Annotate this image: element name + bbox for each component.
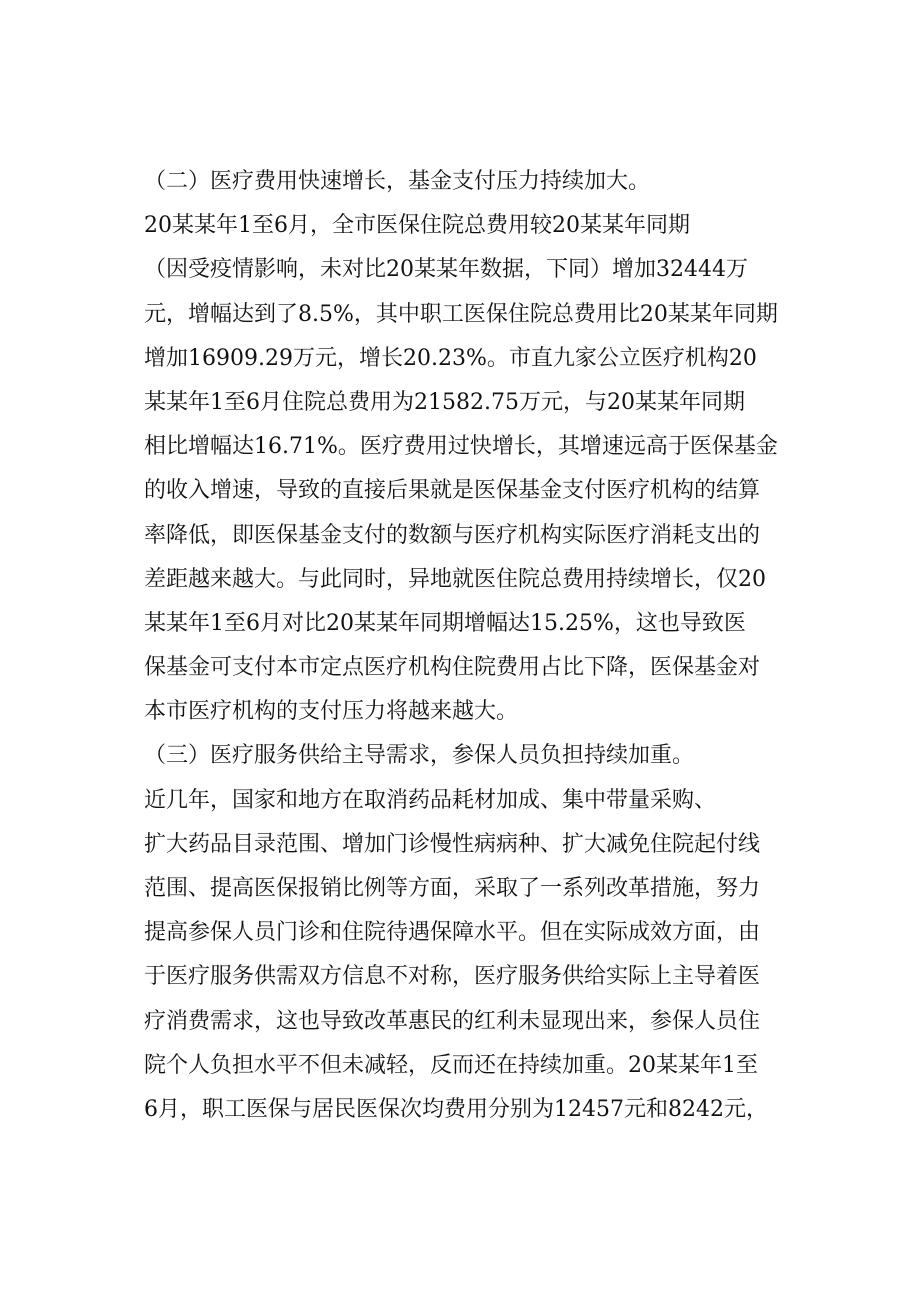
text-line: （因受疫情影响，未对比20某某年数据，下同）增加32444万 xyxy=(144,257,748,283)
text-line: 院个人负担水平不但未减轻，反而还在持续加重。20某某年1至 xyxy=(144,1052,758,1078)
text-line: （三）医疗服务供给主导需求，参保人员负担持续加重。 xyxy=(144,743,695,769)
text-line: 某某年1至6月住院总费用为21582.75万元，与20某某年同期 xyxy=(144,389,745,415)
text-line: 疗消费需求，这也导致改革惠民的红利未显现出来，参保人员住 xyxy=(144,1008,761,1034)
text-line: 本市医疗机构的支付压力将越来越大。 xyxy=(144,699,519,725)
text-line: 相比增幅达16.71%。医疗费用过快增长，其增速远高于医保基金 xyxy=(144,434,778,460)
text-line: 增加16909.29万元，增长20.23%。市直九家公立医疗机构20 xyxy=(144,345,757,371)
text-line: 某某年1至6月对比20某某年同期增幅达15.25%，这也导致医 xyxy=(144,610,746,636)
text-line: 范围、提高医保报销比例等方面，采取了一系列改革措施，努力 xyxy=(144,876,761,901)
text-line: 于医疗服务供需双方信息不对称，医疗服务供给实际上主导着医 xyxy=(144,964,761,990)
text-line: 提高参保人员门诊和住院待遇保障水平。但在实际成效方面，由 xyxy=(144,920,761,946)
text-line: （二）医疗费用快速增长，基金支付压力持续加大。 xyxy=(144,169,651,194)
text-line: 率降低，即医保基金支付的数额与医疗机构实际医疗消耗支出的 xyxy=(144,522,761,548)
text-line: 差距越来越大。与此同时，异地就医住院总费用持续增长，仅20 xyxy=(144,566,766,592)
text-line: 近几年，国家和地方在取消药品耗材加成、集中带量采购、 xyxy=(144,787,717,813)
text-line: 扩大药品目录范围、增加门诊慢性病病种、扩大减免住院起付线 xyxy=(144,831,761,857)
text-line: 的收入增速，导致的直接后果就是医保基金支付医疗机构的结算 xyxy=(144,478,761,504)
text-line: 元，增幅达到了8.5%，其中职工医保住院总费用比20某某年同期 xyxy=(144,301,778,327)
document-body xyxy=(144,160,804,1132)
text-line: 保基金可支付本市定点医疗机构住院费用占比下降，医保基金对 xyxy=(144,655,761,681)
text-line: 20某某年1至6月，全市医保住院总费用较20某某年同期 xyxy=(144,213,690,239)
text-line: 6月，职工医保与居民医保次均费用分别为12457元和8242元， xyxy=(144,1096,768,1122)
